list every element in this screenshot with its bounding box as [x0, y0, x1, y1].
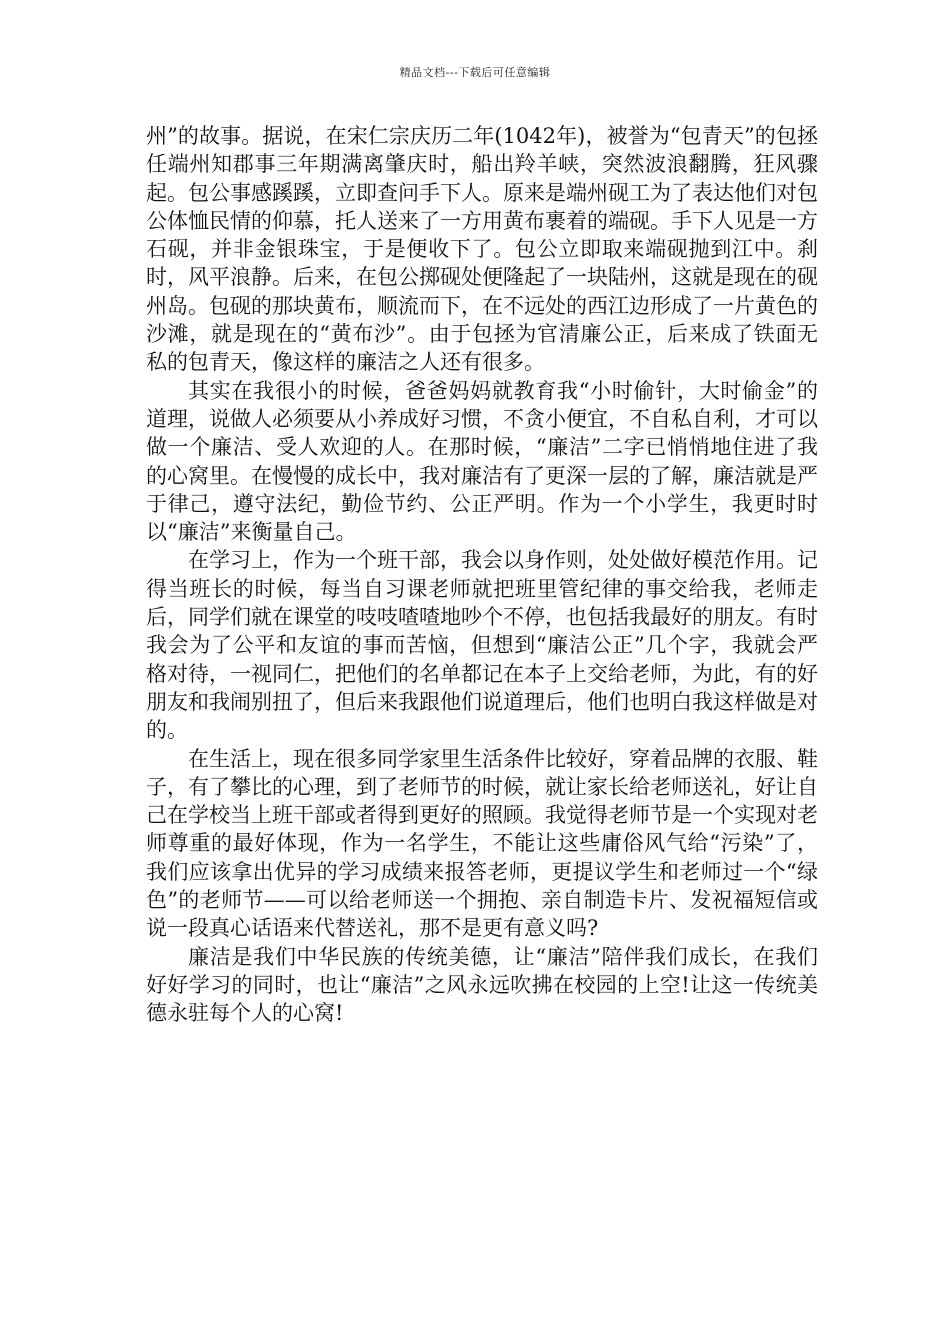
paragraph: 在学习上，作为一个班干部，我会以身作则，处处做好模范作用。记得当班长的时候，每当自习课老师就把班里管纪律的事交给我，老师走后，同学们就在课堂的吱吱喳喳地吵个不停，也包括我最好的朋友。有时我会为了公平和友谊的事而苦恼，但想到“廉洁公正”几个字，我就会严格对待，一视同仁，把他们的名单都记在本子上交给老师，为此，有的好朋友和我闹别扭了，但后来我跟他们说道理后，他们也明白我这样做是对的。: [146, 548, 818, 743]
article-body: [146, 122, 818, 1028]
paragraph: 在生活上，现在很多同学家里生活条件比较好，穿着品牌的衣服、鞋子，有了攀比的心理，到了老师节的时候，就让家长给老师送礼，好让自己在学校当上班干部或者得到更好的照顾。我觉得老师节是一个实现对老师尊重的最好体现，作为一名学生，不能让这些庸俗风气给“污染”了，我们应该拿出优异的学习成绩来报答老师，更提议学生和老师过一个“绿色”的老师节——可以给老师送一个拥抱、亲自制造卡片、发祝福短信或说一段真心话语来代替送礼，那不是更有意义吗?: [146, 746, 818, 941]
page-header: 精品文档---下载后可任意编辑: [399, 66, 551, 79]
paragraph-continued: 州”的故事。据说，在宋仁宗庆历二年(1042年)，被誉为“包青天”的包拯任端州知郡事三年期满离肇庆时，船出羚羊峡，突然波浪翻腾，狂风骤起。包公事感蹊蹊，立即查问手下人。原来是端州砚工为了表达他们对包公体恤民情的仰慕，托人送来了一方用黄布裹着的端砚。手下人见是一方石砚，并非金银珠宝，于是便收下了。包公立即取来端砚抛到江中。刹时，风平浪静。后来，在包公掷砚处便隆起了一块陆州，这就是现在的砚州岛。包砚的那块黄布，顺流而下，在不远处的西江边形成了一片黄色的沙滩，就是现在的“黄布沙”。由于包拯为官清廉公正，后来成了铁面无私的包青天，像这样的廉洁之人还有很多。: [146, 124, 818, 375]
paragraph: 其实在我很小的时候，爸爸妈妈就教育我“小时偷针，大时偷金”的道理，说做人必须要从小养成好习惯，不贪小便宜，不自私自利，才可以做一个廉洁、受人欢迎的人。在那时候，“廉洁”二字已悄悄地住进了我的心窝里。在慢慢的成长中，我对廉洁有了更深一层的了解，廉洁就是严于律己，遵守法纪，勤俭节约、公正严明。作为一个小学生，我更时时以“廉洁”来衡量自己。: [146, 378, 818, 545]
paragraph: 廉洁是我们中华民族的传统美德，让“廉洁”陪伴我们成长，在我们好好学习的同时，也让“廉洁”之风永远吹拂在校园的上空!让这一传统美德永驻每个人的心窝!: [146, 944, 818, 1026]
